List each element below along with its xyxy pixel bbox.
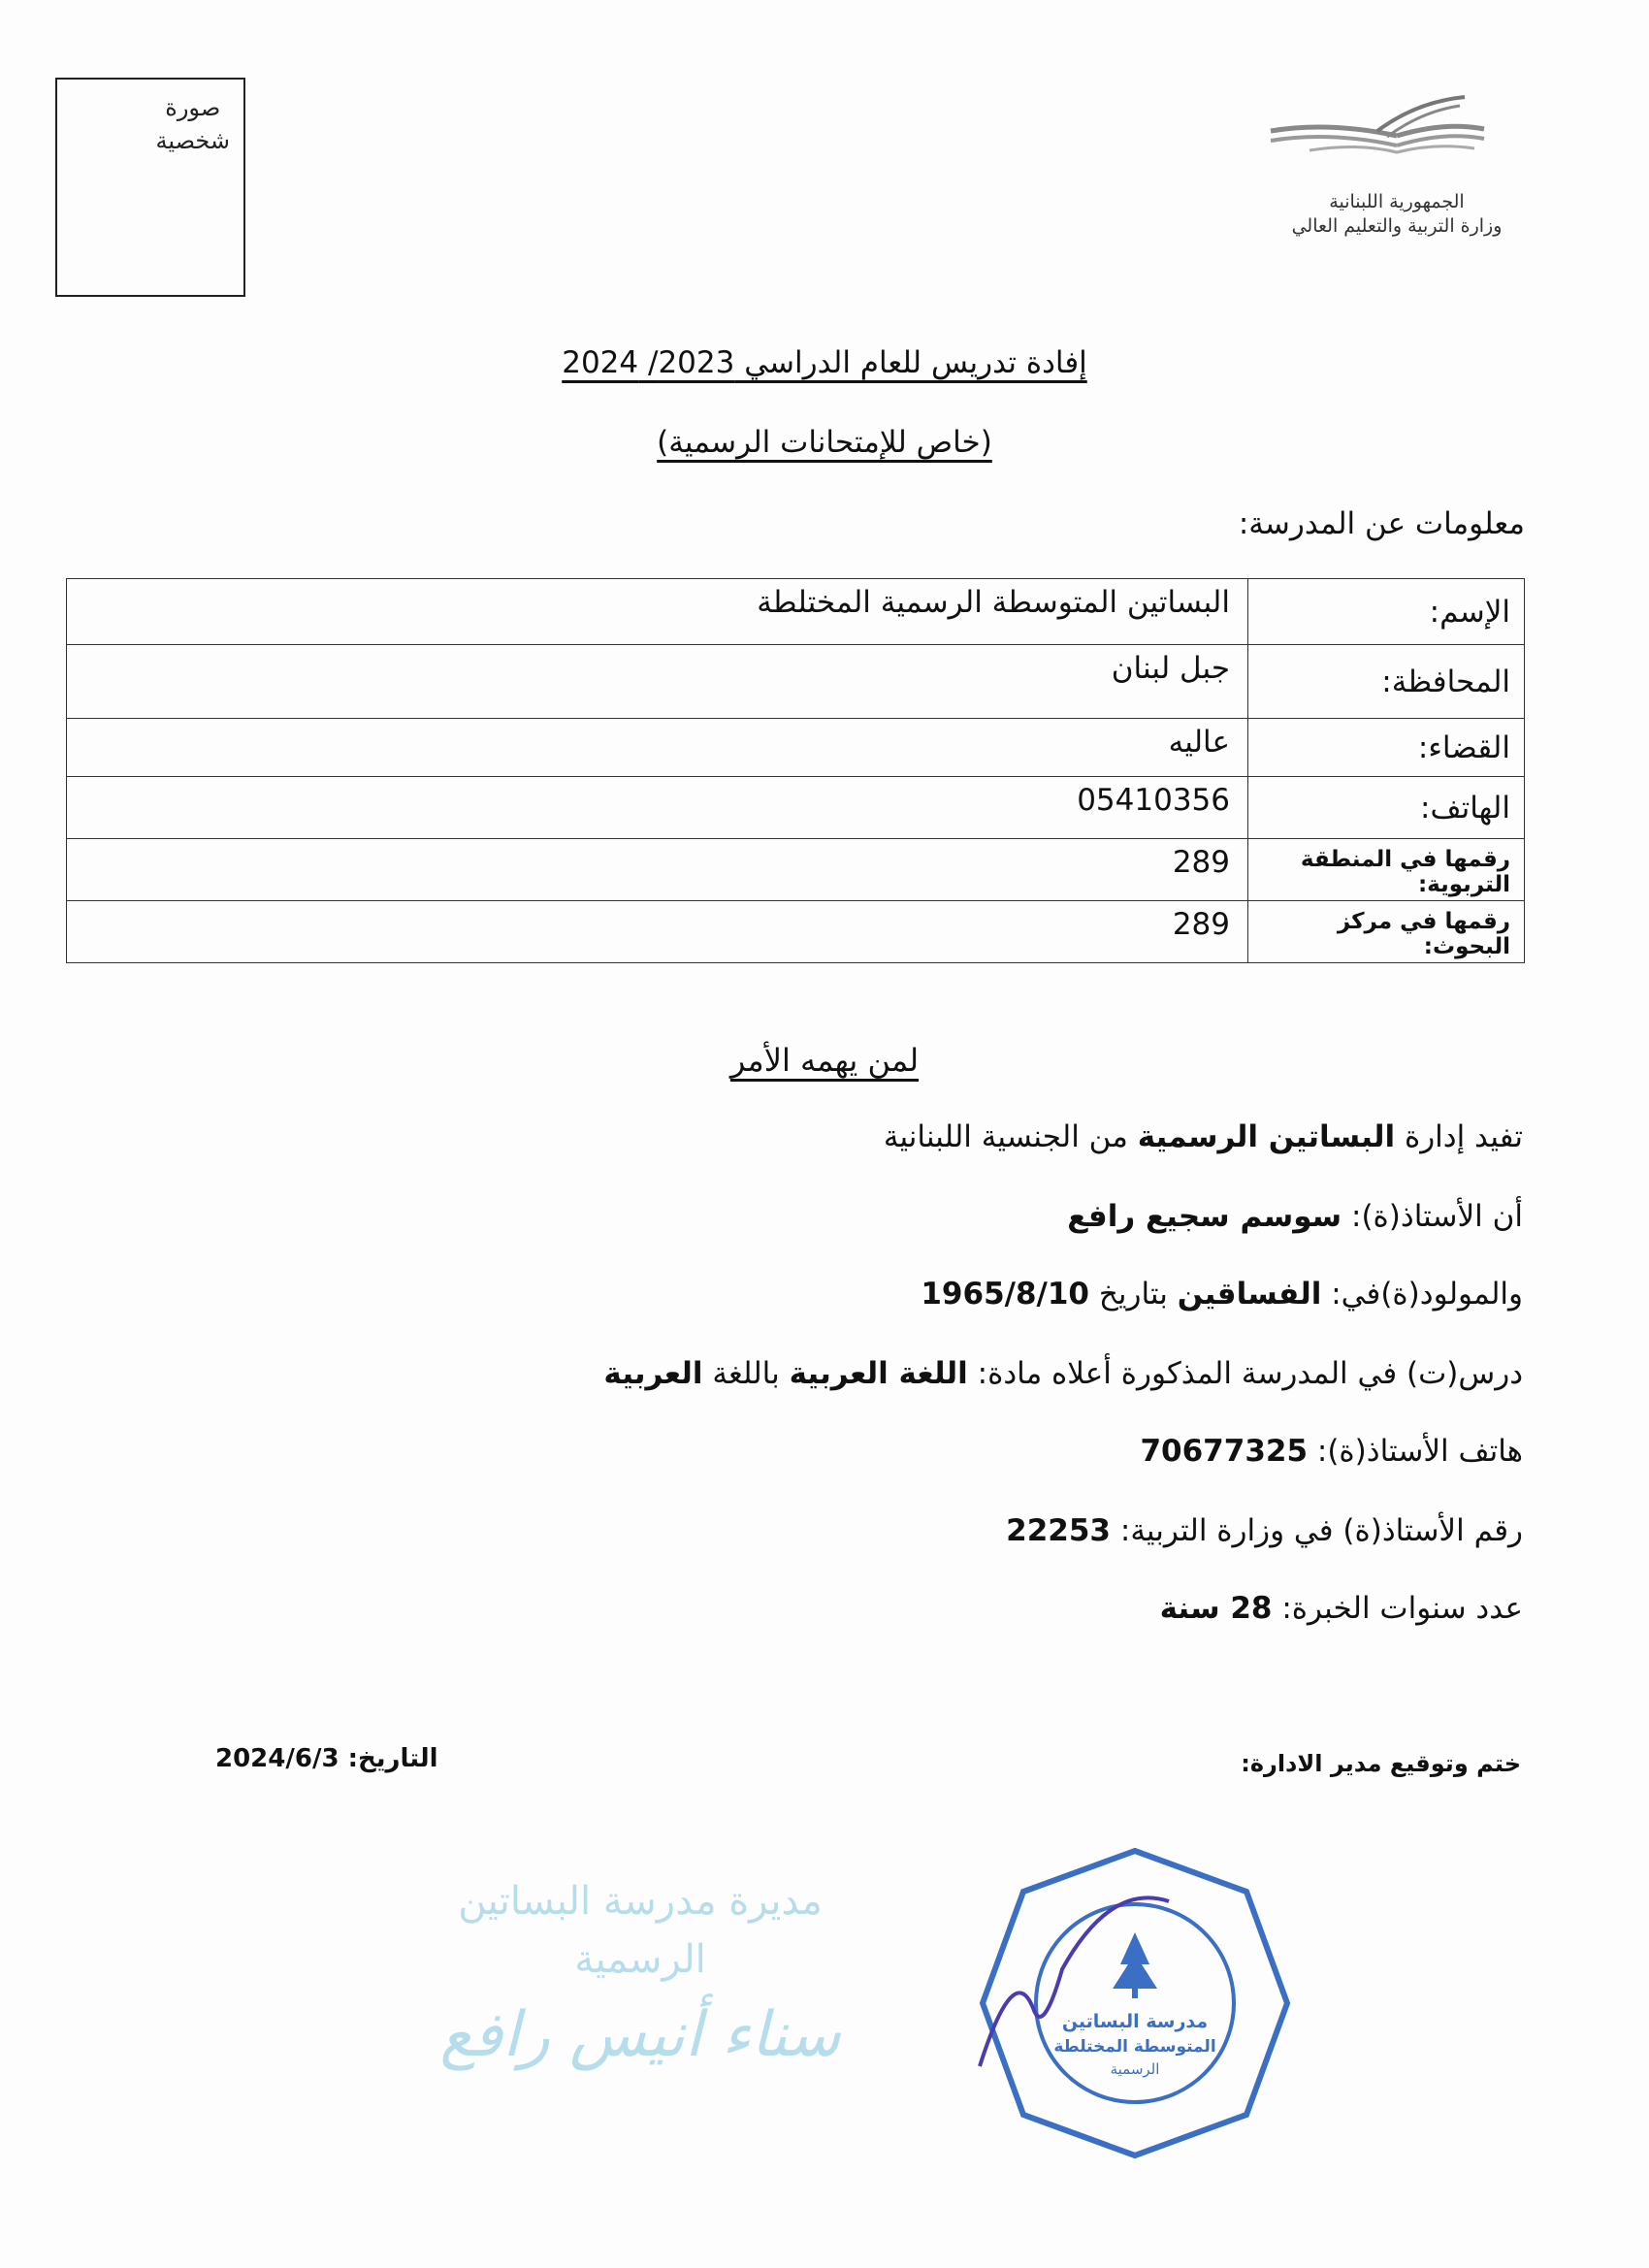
body-line-teacher: أن الأستاذ(ة): سوسم سجيع رافع — [1067, 1199, 1523, 1234]
stamp-ring-text — [975, 1843, 986, 1849]
phone-value: 05410356 — [67, 777, 1248, 839]
principal-name-stamp: مديرة مدرسة البساتين الرسمية سناء أنيس رافع — [439, 1879, 841, 2071]
logo-country-text: الجمهورية اللبنانية — [1329, 191, 1465, 212]
district-label: القضاء: — [1248, 719, 1525, 777]
region-number-label: رقمها في المنطقة التربوية: — [1248, 839, 1525, 901]
district-value: عاليه — [67, 719, 1248, 777]
research-center-number-value: 289 — [67, 901, 1248, 963]
phone-label: الهاتف: — [1248, 777, 1525, 839]
document-subtitle: (خاص للإمتحانات الرسمية) — [657, 425, 992, 460]
body-line-experience: عدد سنوات الخبرة: 28 سنة — [1159, 1591, 1523, 1626]
body-line-birth: والمولود(ة)في: الفساقين بتاريخ 1965/8/10 — [921, 1277, 1523, 1312]
photo-placeholder-box — [55, 78, 245, 297]
governorate-label: المحافظة: — [1248, 645, 1525, 719]
stamp-center-line1: مدرسة البساتين — [1061, 2011, 1209, 2032]
body-line-teacher-phone: هاتف الأستاذ(ة): 70677325 — [1140, 1434, 1523, 1469]
body-line-subject: درس(ت) في المدرسة المذكورة أعلاه مادة: اللغة العربية باللغة العربية — [603, 1356, 1523, 1391]
table-row — [67, 719, 1525, 777]
name-value: البساتين المتوسطة الرسمية المختلطة — [67, 579, 1248, 645]
date-label: التاريخ: — [347, 1744, 438, 1773]
body-line-ministry-number: رقم الأستاذ(ة) في وزارة التربية: 22253 — [1006, 1513, 1523, 1548]
stamp-center-line2: المتوسطة المختلطة — [1053, 2037, 1216, 2057]
name-label: الإسم: — [1248, 579, 1525, 645]
region-number-value: 289 — [67, 839, 1248, 901]
logo-ministry-text: وزارة التربية والتعليم العالي — [1291, 215, 1503, 237]
table-row — [67, 901, 1525, 963]
to-whom-heading: لمن يهمه الأمر — [729, 1042, 920, 1079]
document-title: إفادة تدريس للعام الدراسي 2023/ 2024 — [562, 345, 1087, 380]
photo-placeholder-label: صورة شخصية — [155, 94, 230, 154]
cedar-tree-icon — [1113, 1932, 1157, 1989]
ministry-logo — [1251, 92, 1542, 247]
school-info-heading: معلومات عن المدرسة: — [1238, 506, 1525, 541]
svg-text:الجمهورية اللبنانية - وزارة ال — [975, 1843, 986, 1849]
official-school-stamp — [975, 1843, 1295, 2163]
table-row — [67, 579, 1525, 645]
research-center-number-label: رقمها في مركز البحوث: — [1248, 901, 1525, 963]
date-value: 2024/6/3 — [215, 1744, 340, 1773]
stamp-center-line3: الرسمية — [1110, 2060, 1160, 2078]
body-line-school: تفيد إدارة البساتين الرسمية من الجنسية اللبنانية — [883, 1119, 1523, 1154]
date-field — [215, 1744, 438, 1773]
table-row — [67, 645, 1525, 719]
stamp-seal-icon — [975, 1843, 1295, 2163]
school-info-table — [66, 578, 1525, 963]
governorate-value: جبل لبنان — [67, 645, 1248, 719]
table-row — [67, 777, 1525, 839]
table-row — [67, 839, 1525, 901]
open-book-icon — [1251, 92, 1542, 189]
principal-signature-label: ختم وتوقيع مدير الادارة: — [1241, 1750, 1521, 1777]
